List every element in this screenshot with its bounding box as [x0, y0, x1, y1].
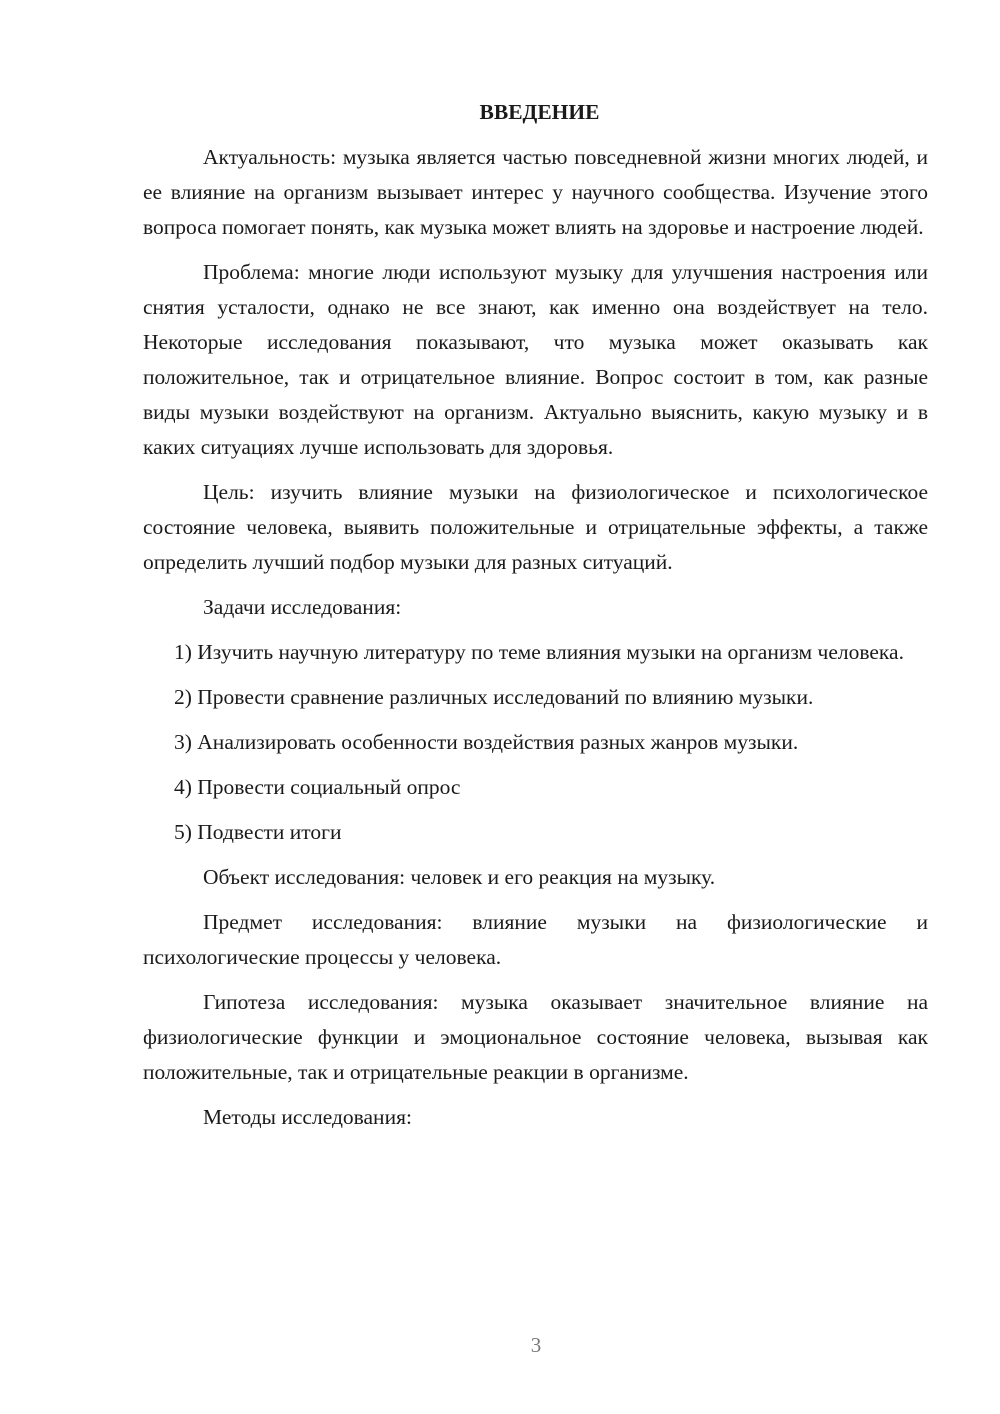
page-number: 3 — [530, 1333, 542, 1357]
task-item-3: 3) Анализировать особенности воздействия разных жанров музыки. — [174, 730, 799, 754]
task-item-5: 5) Подвести итоги — [174, 820, 342, 844]
section-title: ВВЕДЕНИЕ — [479, 100, 600, 124]
relevance-paragraph: Актуальность: музыка является частью повседневной жизни многих людей, и ее влияние на организм вызывает интерес у научного сообщества. Изучение этого вопроса помогает понять, как музыка может влиять на здоровье и настроение людей. — [143, 145, 928, 239]
hypothesis-paragraph: Гипотеза исследования: музыка оказывает значительное влияние на физиологические функции и эмоциональное состояние человека, вызывая как положительные, так и отрицательные реакции в организме. — [143, 990, 928, 1084]
methods-heading: Методы исследования: — [203, 1105, 412, 1129]
tasks-heading: Задачи исследования: — [203, 595, 402, 619]
problem-paragraph: Проблема: многие люди используют музыку для улучшения настроения или снятия усталости, однако не все знают, как именно она воздействует на тело. Некоторые исследования показывают, что музыка может оказывать как положительное, так и отрицательное влияние. Вопрос состоит в том, как разные виды музыки воздействуют на организм. Актуально выяснить, какую музыку и в каких ситуациях лучше использовать для здоровья. — [143, 260, 928, 459]
task-item-1: 1) Изучить научную литературу по теме влияния музыки на организм человека. — [174, 640, 904, 664]
page-content — [143, 95, 928, 1145]
task-item-2: 2) Провести сравнение различных исследований по влиянию музыки. — [174, 685, 814, 709]
goal-paragraph: Цель: изучить влияние музыки на физиологическое и психологическое состояние человека, выявить положительные и отрицательные эффекты, а также определить лучший подбор музыки для разных ситуаций. — [143, 480, 928, 574]
object-paragraph: Объект исследования: человек и его реакция на музыку. — [203, 865, 716, 889]
subject-paragraph: Предмет исследования: влияние музыки на физиологические и психологические процессы у человека. — [143, 910, 928, 969]
task-item-4: 4) Провести социальный опрос — [174, 775, 461, 799]
